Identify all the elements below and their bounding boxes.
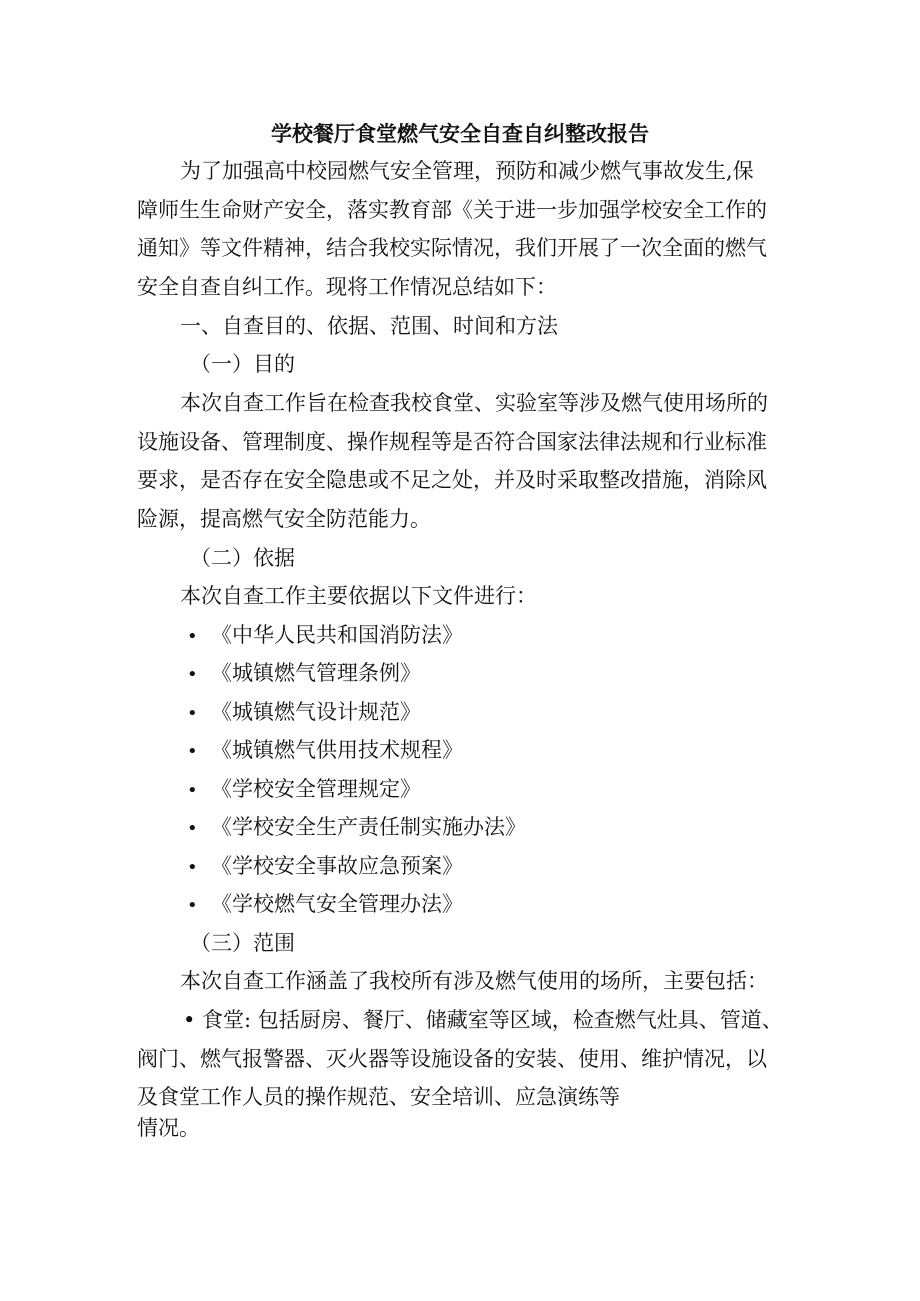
- bullet-icon: •: [187, 857, 198, 878]
- basis-list-item: [187, 620, 463, 652]
- purpose-line-4: 险源，提高燃气安全防范能力。: [137, 507, 431, 531]
- basis-intro: 本次自查工作主要依据以下文件进行：: [180, 584, 537, 608]
- bullet-icon: •: [187, 895, 198, 916]
- purpose-line-2: 设施设备、管理制度、操作规程等是否符合国家法律法规和行业标准: [137, 430, 767, 454]
- basis-item-text: 《学校安全事故应急预案》: [211, 854, 463, 878]
- basis-list-item: [187, 735, 463, 767]
- basis-item-text: 《学校安全管理规定》: [211, 777, 421, 801]
- purpose-line-1: 本次自查工作旨在检查我校食堂、实验室等涉及燃气使用场所的: [180, 391, 768, 415]
- bullet-icon: •: [187, 780, 198, 801]
- bullet-icon: •: [187, 818, 198, 839]
- scope-line-4: 情况。: [137, 1116, 200, 1140]
- scope-line-1: • 食堂: 包括厨房、餐厅、储藏室等区域，检查燃气灶具、管道、: [183, 1008, 783, 1032]
- basis-list-item: [187, 889, 463, 921]
- document-title: 学校餐厅食堂燃气安全自查自纠整改报告: [271, 121, 649, 146]
- basis-list-item: [187, 774, 421, 806]
- sub3-heading: （三）范围: [190, 931, 295, 955]
- bullet-icon: •: [187, 703, 198, 724]
- bullet-icon: •: [187, 626, 198, 647]
- scope-line-2: 阀门、燃气报警器、灭火器等设施设备的安装、使用、维护情况，以: [137, 1047, 767, 1071]
- basis-list-item: [187, 812, 526, 844]
- basis-item-text: 《城镇燃气供用技术规程》: [211, 738, 463, 762]
- intro-line-4: 安全自查自纠工作。现将工作情况总结如下：: [137, 275, 557, 299]
- section1-heading: 一、自查目的、依据、范围、时间和方法: [180, 314, 558, 338]
- basis-item-text: 《城镇燃气管理条例》: [211, 661, 421, 685]
- sub1-heading: （一）目的: [190, 352, 295, 376]
- intro-line-2: 障师生生命财产安全，落实教育部《关于进一步加强学校安全工作的: [137, 198, 767, 222]
- sub2-heading: （二）依据: [190, 546, 295, 570]
- basis-item-text: 《城镇燃气设计规范》: [211, 700, 421, 724]
- basis-item-text: 《中华人民共和国消防法》: [211, 623, 463, 647]
- purpose-line-3: 要求，是否存在安全隐患或不足之处，并及时采取整改措施，消除风: [137, 468, 767, 492]
- basis-list-item: [187, 851, 463, 883]
- scope-intro: 本次自查工作涵盖了我校所有涉及燃气使用的场所，主要包括：: [180, 969, 768, 993]
- basis-item-text: 《学校安全生产责任制实施办法》: [211, 815, 526, 839]
- scope-line-3: 及食堂工作人员的操作规范、安全培训、应急演练等: [137, 1085, 620, 1109]
- basis-list-item: [187, 658, 421, 690]
- intro-line-3: 通知》等文件精神，结合我校实际情况，我们开展了一次全面的燃气: [137, 236, 767, 260]
- basis-item-text: 《学校燃气安全管理办法》: [211, 892, 463, 916]
- intro-line-1: 为了加强高中校园燃气安全管理，预防和减少燃气事故发生,保: [180, 159, 754, 183]
- bullet-icon: •: [187, 664, 198, 685]
- bullet-icon: •: [187, 741, 198, 762]
- basis-list-item: [187, 697, 421, 729]
